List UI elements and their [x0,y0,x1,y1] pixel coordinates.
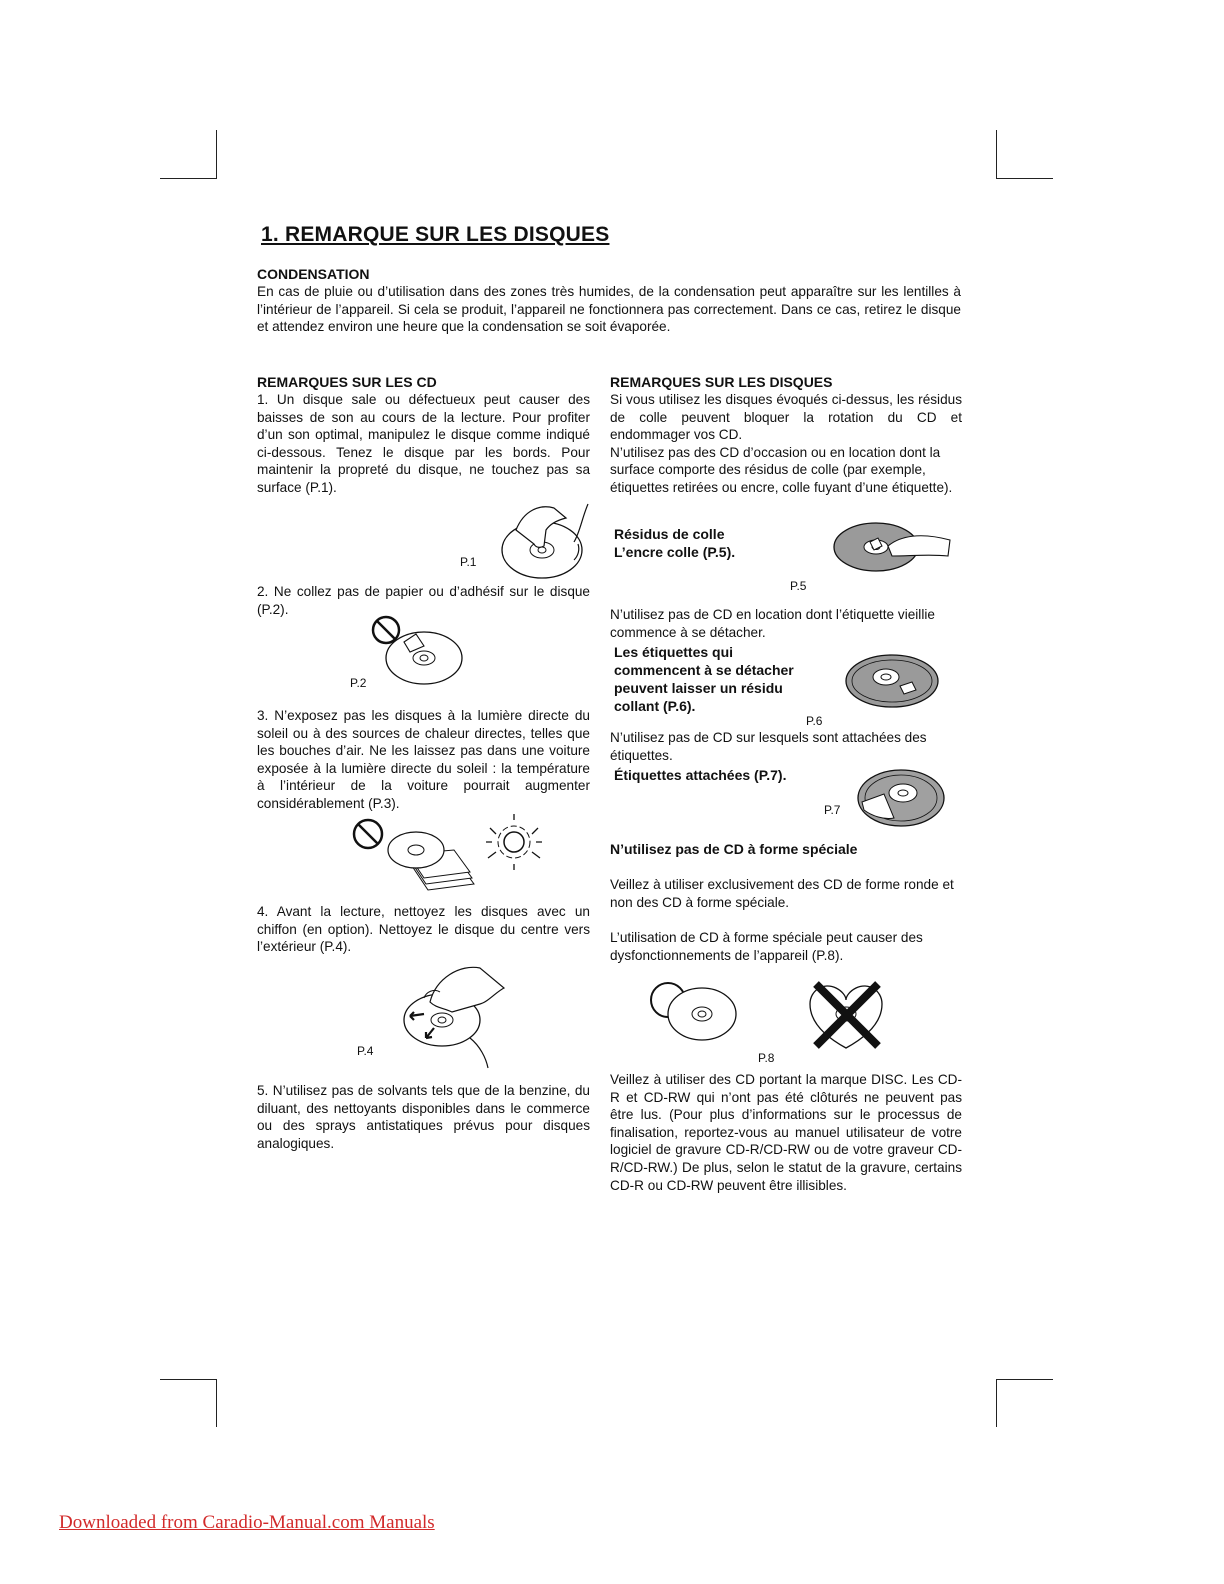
special-shape-text-1: Veillez à utiliser exclusivement des CD de forme ronde et non des CD à forme spéciale. [610,877,954,910]
glue-residue-line-2: L’encre colle (P.5). [614,544,736,560]
special-shape-text-2: L’utilisation de CD à forme spéciale peut causer des dysfonctionnements de l’appareil (P.8). [610,930,923,963]
peeling-labels-line-4: collant (P.6). [614,698,696,714]
figure-label-p7: P.7 [824,803,841,817]
download-source-link[interactable]: Downloaded from Caradio-Manual.com Manuals [59,1512,435,1533]
peeling-labels-line-1: Les étiquettes qui [614,644,734,660]
special-shape-discs-illustration [646,980,886,1054]
no-heat-illustration [348,814,558,894]
cd-notes-heading-block [257,373,590,497]
cd-note-5-block [257,1082,590,1152]
cd-note-4: 4. Avant la lecture, nettoyez les disques avec un chiffon (en option). Nettoyez le disque du centre vers l’extérieur (P.4). [257,904,590,955]
special-shape-heading-block [610,840,962,858]
figure-label-p5: P.5 [790,579,807,593]
cd-note-3-block [257,707,590,813]
condensation-heading: CONDENSATION [257,266,370,282]
special-shape-heading: N’utilisez pas de CD à forme spéciale [610,841,858,857]
peeling-labels-note [614,643,794,715]
crop-mark-top-left-v [216,130,217,178]
figure-label-p4: P.4 [357,1044,374,1058]
condensation-text: En cas de pluie ou d’utilisation dans des zones très humides, de la condensation peut apparaître sur les lentilles à l’intérieur de l’appareil. Si cela se produit, l’appareil ne fonctionnera pas correctement. Dans ce cas, retirez le disque et attendez environ une heure que la condensation se soit évaporée. [257,284,961,335]
page-title: 1. REMARQUE SUR LES DISQUES [261,223,610,246]
hand-holding-disc-illustration [496,500,592,582]
disc-mark-note: Veillez à utiliser des CD portant la marque DISC. Les CD-R et CD-RW qui n’ont pas été clôturés ne peuvent pas être lus. (Pour plus d’informations sur le processus de finalisation, reportez-vous au manuel utilisateur de votre logiciel de gravure CD-R/CD-RW ou de votre graveur CD-R/CD-RW.) De plus, selon le statut de la gravure, certains CD-R ou CD-RW peuvent être illisibles. [610,1072,962,1193]
disc-notes-heading: REMARQUES SUR LES DISQUES [610,374,833,390]
figure-label-p2: P.2 [350,676,367,690]
cd-note-5: 5. N’utilisez pas de solvants tels que de la benzine, du diluant, des nettoyants disponibles dans le commerce ou des sprays antistatiques prévus pour disques analogiques. [257,1083,590,1151]
crop-mark-bottom-right-v [996,1379,997,1427]
condensation-section [257,265,961,336]
cd-note-1: 1. Un disque sale ou défectueux peut causer des baisses de son au cours de la lecture. Pour profiter d’un son optimal, manipulez le disque comme indiqué ci-dessous. Tenez le disque par les bords. Pour maintenir la propreté du disque, ne touchez pas sa surface (P.1). [257,392,590,495]
crop-mark-top-right-h [996,178,1053,179]
disc-mark-block [610,1071,962,1194]
glue-residue-line-1: Résidus de colle [614,526,725,542]
rental-note-block [610,606,962,641]
figure-label-p8: P.8 [758,1051,775,1065]
crop-mark-bottom-left-v [216,1379,217,1427]
attached-labels-caption: Étiquettes attachées (P.7). [614,767,787,783]
disc-notes-intro-2: N’utilisez pas des CD d’occasion ou en location dont la surface comporte des résidus de colle (par exemple, étiquettes retirées ou encre, colle fuyant d’une étiquette). [610,444,953,495]
crop-mark-top-left-h [160,178,217,179]
disc-notes-block [610,373,962,497]
figure-label-p1: P.1 [460,555,477,569]
attached-label-disc-illustration [854,766,948,830]
glue-residue-note [614,525,735,561]
cd-note-4-block [257,903,590,956]
cd-note-3: 3. N’exposez pas les disques à la lumière directe du soleil ou à des sources de chaleur directes, telles que les bouches d’air. Ne les laissez pas dans une voiture exposée à la lumière directe du soleil : la température à l’intérieur de la voiture pourrait augmenter considérablement (P.3). [257,708,590,811]
rental-note: N’utilisez pas de CD en location dont l’étiquette vieillie commence à se détacher. [610,607,935,640]
figure-label-p6: P.6 [806,714,823,728]
glue-residue-disc-illustration [830,516,952,574]
cleaning-disc-illustration [400,958,510,1070]
cd-note-2: 2. Ne collez pas de papier ou d’adhésif sur le disque (P.2). [257,584,590,617]
no-sticker-disc-illustration [368,612,468,690]
attached-labels-block [610,729,962,764]
crop-mark-bottom-right-h [996,1379,1053,1380]
special-shape-text-2-block [610,929,962,964]
peeling-labels-line-2: commencent à se détacher [614,662,794,678]
disc-notes-intro-1: Si vous utilisez les disques évoqués ci-dessus, les résidus de colle peuvent bloquer la rotation du CD et endommager vos CD. [610,392,962,443]
peeling-labels-line-3: peuvent laisser un résidu [614,680,783,696]
crop-mark-top-right-v [996,130,997,178]
peeling-label-disc-illustration [842,652,942,710]
cd-notes-heading: REMARQUES SUR LES CD [257,374,437,390]
special-shape-text-1-block [610,876,962,911]
crop-mark-bottom-left-h [160,1379,217,1380]
attached-labels-note: N’utilisez pas de CD sur lesquels sont attachées des étiquettes. [610,730,927,763]
